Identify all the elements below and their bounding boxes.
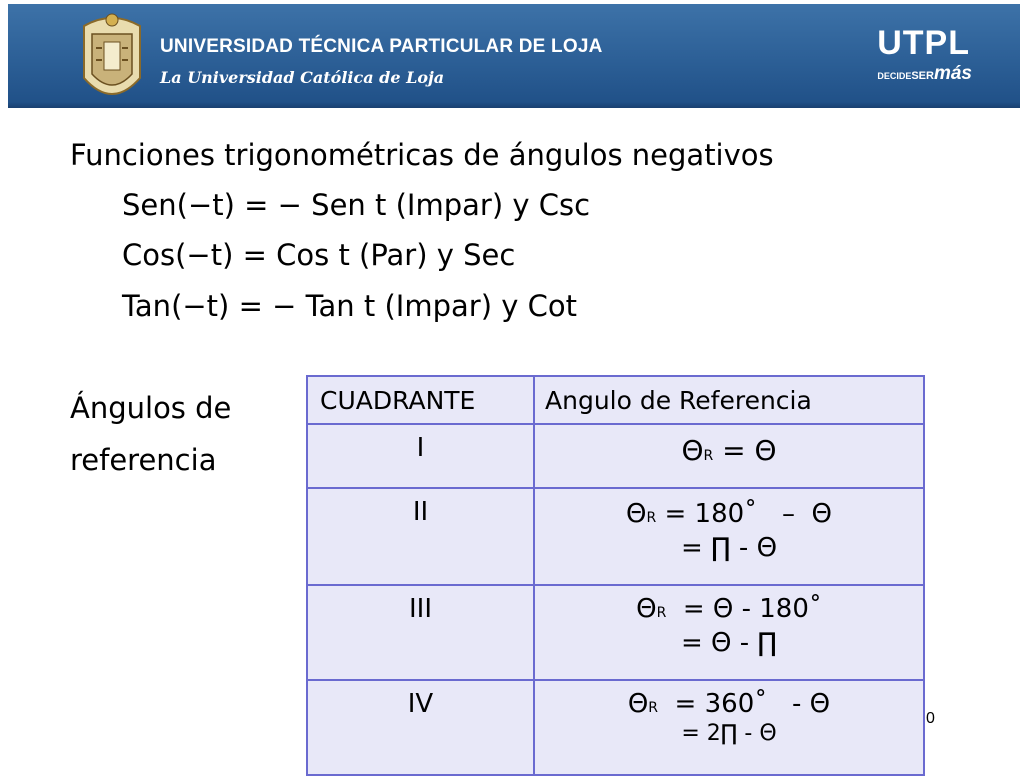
- theta-symbol: Θ: [627, 689, 649, 719]
- subscript-r: R: [646, 510, 657, 526]
- slogan: [877, 64, 972, 83]
- subscript-r: R: [703, 448, 714, 464]
- slogan-part-1: DECIDE: [877, 71, 912, 81]
- table-header-row: [307, 376, 924, 424]
- formula-line: [535, 501, 923, 527]
- formula-cell: [534, 680, 924, 775]
- university-name: UNIVERSIDAD TÉCNICA PARTICULAR DE LOJA: [160, 36, 603, 57]
- formula-line: [535, 596, 923, 622]
- theta-symbol: Θ: [626, 499, 647, 529]
- table-row: [307, 488, 924, 585]
- slide-heading: Funciones trigonométricas de ángulos negativos: [70, 138, 774, 172]
- theta-symbol: Θ: [636, 594, 657, 624]
- quadrant-cell: III: [307, 585, 534, 680]
- table-row: [307, 680, 924, 775]
- reference-angles-label-line1: Ángulos de: [70, 391, 232, 425]
- quadrant-cell: IV: [307, 680, 534, 775]
- formula-rest: = Θ - 180˚: [666, 594, 822, 624]
- formula-cell: [534, 585, 924, 680]
- formula-line-2: = 2∏ - Θ: [681, 721, 777, 746]
- university-tagline: La Universidad Católica de Loja: [160, 68, 445, 87]
- page-number: 0: [926, 710, 935, 727]
- subscript-r: R: [648, 700, 659, 716]
- university-crest-icon: [78, 8, 146, 108]
- identity-cosine: Cos(−t) = Cos t (Par) y Sec: [122, 238, 516, 272]
- formula-cell: [534, 424, 924, 488]
- subscript-r: R: [656, 605, 667, 621]
- header-quadrant: CUADRANTE: [307, 376, 534, 424]
- formula-rest: = 360˚ - Θ: [658, 689, 831, 719]
- formula-line-2: = ∏ - Θ: [680, 533, 778, 563]
- quadrant-cell: I: [307, 424, 534, 488]
- slogan-part-3: más: [933, 63, 972, 84]
- table-row: [307, 424, 924, 488]
- utpl-logo-text: UTPL: [877, 24, 970, 62]
- theta-symbol: Θ: [681, 434, 704, 467]
- table-row: [307, 585, 924, 680]
- reference-angles-label-line2: referencia: [70, 443, 217, 477]
- identity-sine: Sen(−t) = − Sen t (Impar) y Csc: [122, 188, 591, 222]
- identity-tangent: Tan(−t) = − Tan t (Impar) y Cot: [122, 289, 577, 323]
- header-banner: [8, 4, 1020, 108]
- quadrant-cell: II: [307, 488, 534, 585]
- formula-line: [535, 434, 923, 467]
- formula-cell: [534, 488, 924, 585]
- formula-line-2: = Θ - ∏: [680, 628, 778, 658]
- formula-rest: = Θ: [713, 434, 777, 467]
- reference-angle-table: [306, 375, 925, 776]
- formula-line: [535, 691, 923, 717]
- slogan-part-2: SER: [911, 70, 934, 82]
- formula-rest: = 180˚ – Θ: [656, 499, 832, 529]
- header-reference-angle: Angulo de Referencia: [534, 376, 924, 424]
